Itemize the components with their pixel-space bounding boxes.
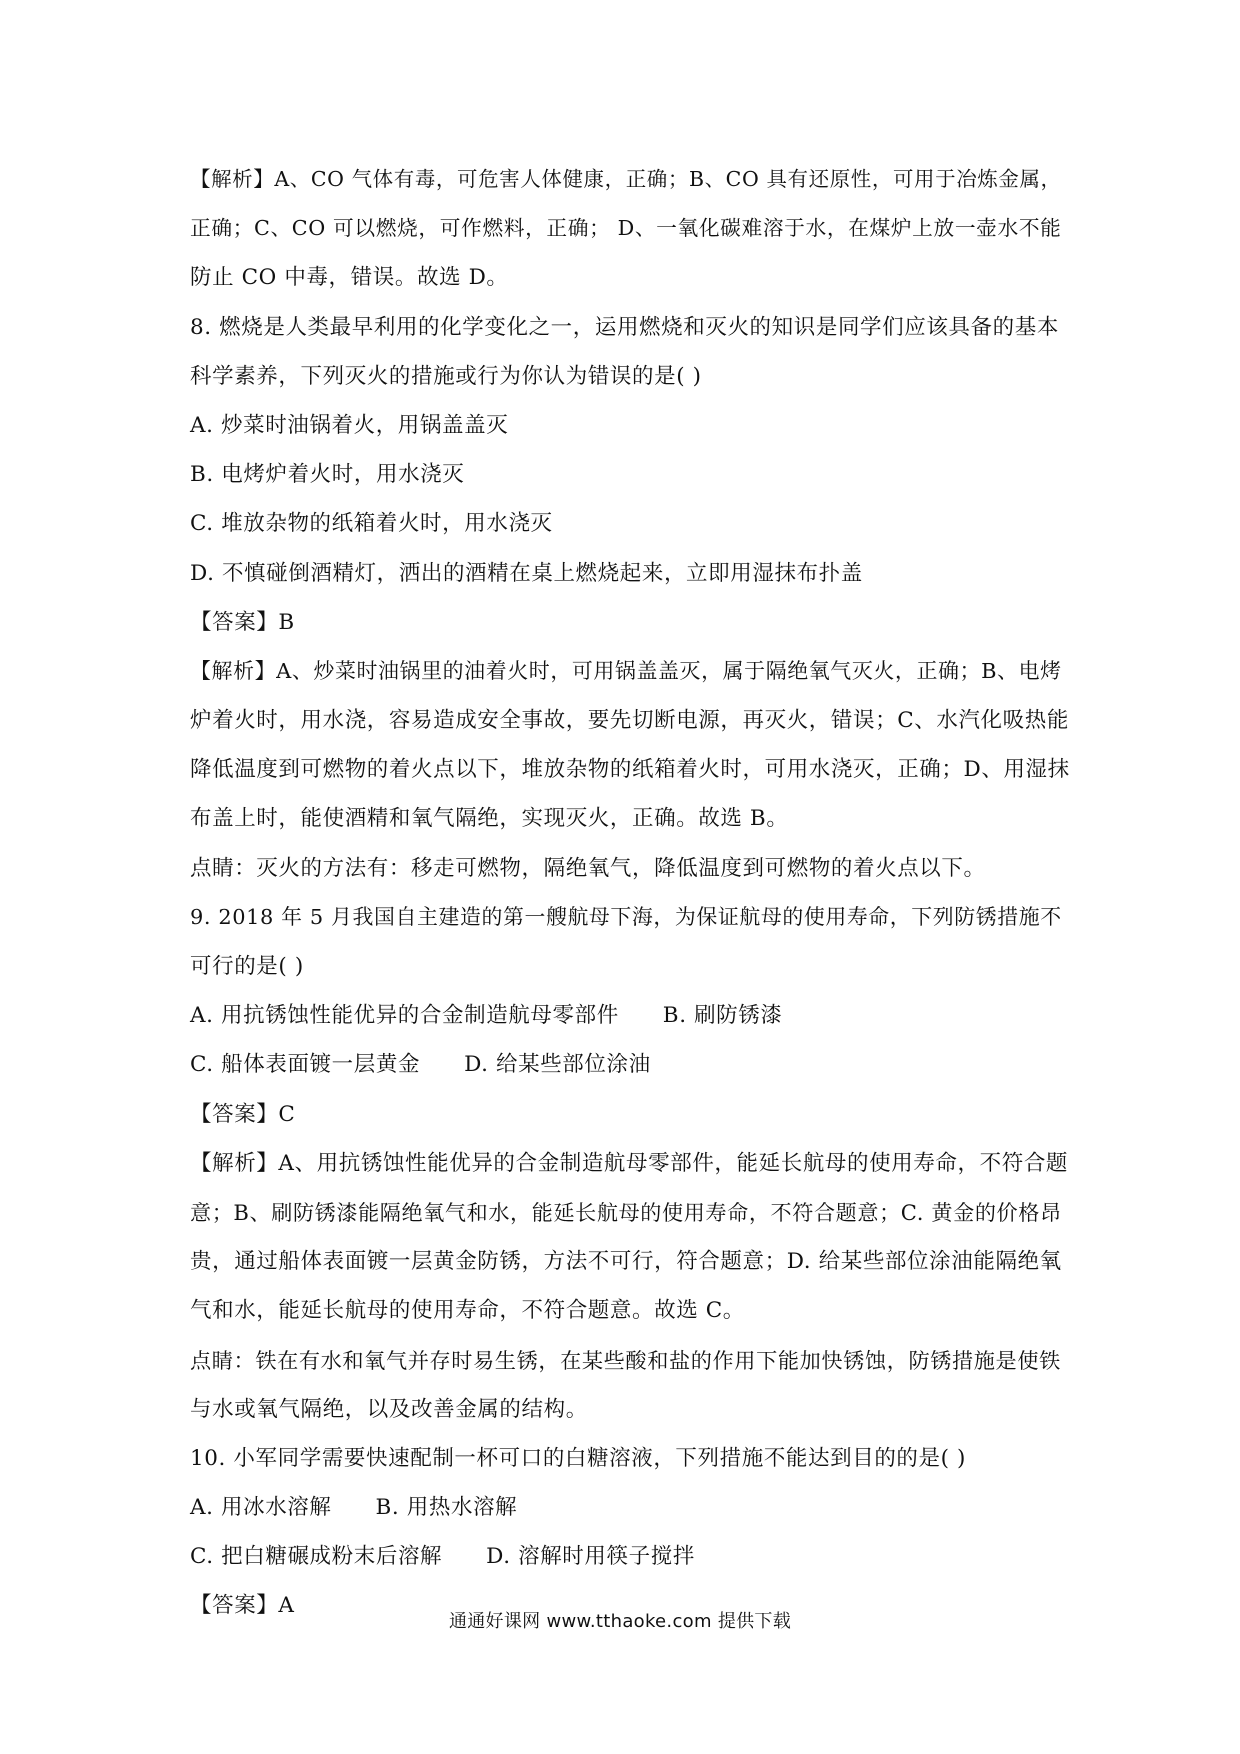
question-8-note: 点睛：灭火的方法有：移走可燃物，隔绝氧气，降低温度到可燃物的着火点以下。 — [190, 855, 986, 881]
analysis-q7-line-3: 防止 CO 中毒，错误。故选 D。 — [190, 265, 509, 291]
question-8-option-c: C. 堆放杂物的纸箱着火时，用水浇灭 — [190, 511, 553, 537]
question-9-analysis-line-1: 【解析】A、用抗锈蚀性能优异的合金制造航母零部件，能延长航母的使用寿命，不符合题 — [190, 1150, 1069, 1176]
question-9-option-c: C. 船体表面镀一层黄金 — [190, 1052, 421, 1078]
question-8-analysis-line-4: 布盖上时，能使酒精和氧气隔绝，实现灭火，正确。故选 B。 — [190, 806, 789, 832]
question-9-option-b: B. 刷防锈漆 — [662, 1003, 783, 1029]
question-9-option-d: D. 给某些部位涂油 — [464, 1052, 651, 1078]
question-9-analysis-line-3: 贵，通过船体表面镀一层黄金防锈，方法不可行，符合题意；D. 给某些部位涂油能隔绝氧 — [190, 1249, 1062, 1275]
question-8-analysis-line-1: 【解析】A、炒菜时油锅里的油着火时，可用锅盖盖灭，属于隔绝氧气灭火，正确；B、电烤 — [190, 658, 1062, 683]
page-footer: 通通好课网 www.tthaoke.com 提供下载 — [448, 1611, 792, 1632]
question-9-note-line-1: 点睛：铁在有水和氧气并存时易生锈，在某些酸和盐的作用下能加快锈蚀，防锈措施是使铁 — [190, 1347, 1061, 1373]
question-9-options-ab — [190, 991, 1070, 1040]
question-10-option-b: B. 用热水溶解 — [375, 1495, 518, 1521]
question-9-answer: 【答案】C — [190, 1101, 296, 1127]
question-10-option-d: D. 溶解时用筷子搅拌 — [486, 1544, 695, 1570]
analysis-q7-line-1: 【解析】A、CO 气体有毒，可危害人体健康，正确；B、CO 具有还原性，可用于冶炼金属， — [190, 167, 1062, 191]
question-10-stem: 10. 小军同学需要快速配制一杯可口的白糖溶液，下列措施不能达到目的的是( ) — [190, 1445, 967, 1471]
question-10-options-cd — [190, 1532, 1070, 1581]
question-9-options-cd — [190, 1040, 1070, 1089]
question-8-option-b: B. 电烤炉着火时，用水浇灭 — [190, 462, 465, 488]
question-10-options-ab — [190, 1483, 1070, 1532]
question-8-answer: 【答案】B — [190, 609, 295, 635]
analysis-q7-line-2: 正确；C、CO 可以燃烧，可作燃料，正确； D、一氧化碳难溶于水，在煤炉上放一壶水不能 — [190, 216, 1062, 241]
question-9-option-a: A. 用抗锈蚀性能优异的合金制造航母零部件 — [190, 1003, 619, 1029]
question-8-option-d: D. 不慎碰倒酒精灯，洒出的酒精在桌上燃烧起来，立即用湿抹布扑盖 — [190, 560, 863, 586]
question-9-stem-line-1: 9. 2018 年 5 月我国自主建造的第一艘航母下海，为保证航母的使用寿命，下列防锈措施不 — [190, 904, 1062, 929]
question-10-answer: 【答案】A — [190, 1593, 295, 1619]
question-9-note-line-2: 与水或氧气隔绝，以及改善金属的结构。 — [190, 1396, 588, 1422]
question-8-analysis-line-2: 炉着火时，用水浇，容易造成安全事故，要先切断电源，再灭火，错误；C、水汽化吸热能 — [190, 708, 1069, 734]
question-10-option-c: C. 把白糖碾成粉末后溶解 — [190, 1544, 443, 1570]
question-8-analysis-line-3: 降低温度到可燃物的着火点以下，堆放杂物的纸箱着火时，可用水浇灭，正确；D、用湿抹 — [190, 757, 1070, 783]
question-9-analysis-line-4: 气和水，能延长航母的使用寿命，不符合题意。故选 C。 — [190, 1298, 745, 1324]
question-8-option-a: A. 炒菜时油锅着火，用锅盖盖灭 — [190, 412, 509, 438]
question-8-stem-line-1: 8. 燃烧是人类最早利用的化学变化之一，运用燃烧和灭火的知识是同学们应该具备的基本 — [190, 314, 1059, 340]
document-body — [190, 155, 1070, 1631]
question-10-option-a: A. 用冰水溶解 — [190, 1495, 332, 1521]
question-8-stem-line-2: 科学素养，下列灭火的措施或行为你认为错误的是( ) — [190, 363, 702, 389]
question-9-analysis-line-2: 意；B、刷防锈漆能隔绝氧气和水，能延长航母的使用寿命，不符合题意；C. 黄金的价格昂 — [190, 1199, 1062, 1225]
question-9-stem-line-2: 可行的是( ) — [190, 954, 304, 979]
